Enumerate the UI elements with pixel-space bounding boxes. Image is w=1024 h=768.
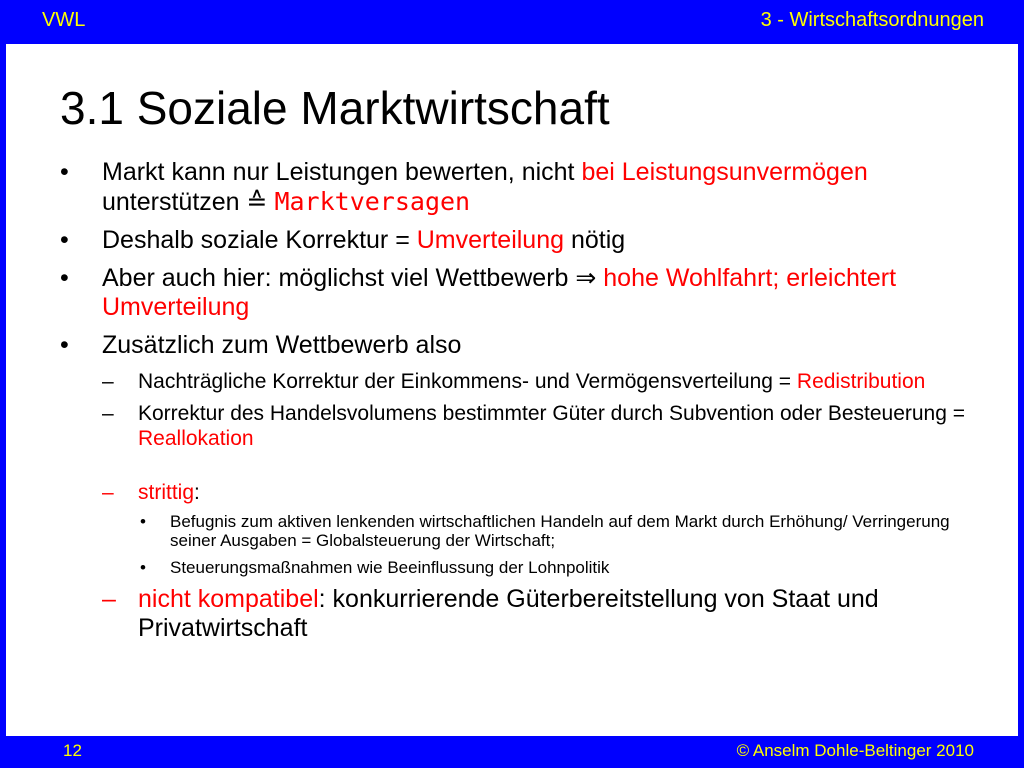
copyright-notice: © Anselm Dohle-Beltinger 2010 [736, 741, 974, 760]
bullet-wettbewerb [60, 264, 980, 322]
header-course: VWL [42, 9, 86, 31]
subbullet-text: Nachträgliche Korrektur der Einkommens- und Vermögensverteilung = [138, 370, 797, 393]
bullet-marker: • [60, 158, 69, 186]
subsubbullet-globalsteuerung [60, 512, 980, 550]
highlight-text: bei Leistungsunvermögen [581, 158, 868, 186]
footer-bar [0, 736, 1024, 768]
page-number: 12 [63, 741, 82, 760]
bullet-text: Deshalb soziale Korrektur = [102, 226, 417, 254]
bullet-marker: • [140, 512, 146, 531]
bullet-marker: • [60, 226, 69, 254]
highlight-text: Reallokation [138, 427, 254, 450]
highlight-text: hohe Wohlfahrt; erleichtert Umverteilung [102, 264, 897, 321]
frame-right-border [1018, 44, 1024, 736]
bullet-marker: • [60, 264, 69, 292]
highlight-text: Marktversagen [274, 187, 471, 216]
highlight-text: Umverteilung [416, 226, 565, 254]
spacer [60, 458, 980, 480]
bullet-text: Zusätzlich zum Wettbewerb also [102, 331, 462, 359]
highlight-text: Redistribution [796, 370, 926, 393]
slide-content [60, 158, 980, 650]
subbullet-redistribution [60, 369, 980, 394]
bullet-marktversagen [60, 158, 980, 217]
subbullet-reallokation [60, 401, 980, 451]
bullet-zusaetzlich [60, 331, 980, 360]
dash-marker: – [102, 370, 114, 393]
bullet-text: unterstützen ≙ [102, 188, 275, 216]
subsubbullet-text: Steuerungsmaßnahmen wie Beeinflussung der Lohnpolitik [170, 558, 610, 577]
bullet-marker: • [60, 331, 69, 359]
dash-marker: – [102, 402, 114, 425]
subbullet-text: Korrektur des Handelsvolumens bestimmter Güter durch Subvention oder Besteuerung = [138, 402, 966, 425]
subsubbullet-lohnpolitik [60, 558, 980, 577]
subbullet-text: : konkurrierende Güterbereitstellung von Staat und Privatwirtschaft [138, 585, 879, 642]
bullet-marker: • [140, 558, 146, 577]
bullet-umverteilung [60, 226, 980, 255]
subsubbullet-text: Befugnis zum aktiven lenkenden wirtschaftlichen Handeln auf dem Markt durch Erhöhung/ Verringerung seiner Ausgaben = Globalsteuerung der Wirtschaft; [170, 512, 950, 550]
bullet-text: Aber auch hier: möglichst viel Wettbewerb ⇒ [102, 264, 604, 292]
subbullet-text: : [194, 481, 200, 504]
frame-left-border [0, 44, 6, 736]
dash-marker: – [102, 585, 116, 613]
header-chapter: 3 - Wirtschaftsordnungen [760, 9, 984, 31]
bullet-text: nötig [564, 226, 626, 254]
subbullet-strittig [60, 480, 980, 505]
bullet-text: Markt kann nur Leistungen bewerten, nicht [102, 158, 582, 186]
highlight-text: strittig [138, 481, 195, 504]
subbullet-nicht-kompatibel [60, 585, 980, 643]
highlight-text: nicht kompatibel [138, 585, 319, 613]
slide-title: 3.1 Soziale Marktwirtschaft [60, 82, 610, 134]
dash-marker: – [102, 481, 114, 504]
header-bar [0, 0, 1024, 44]
